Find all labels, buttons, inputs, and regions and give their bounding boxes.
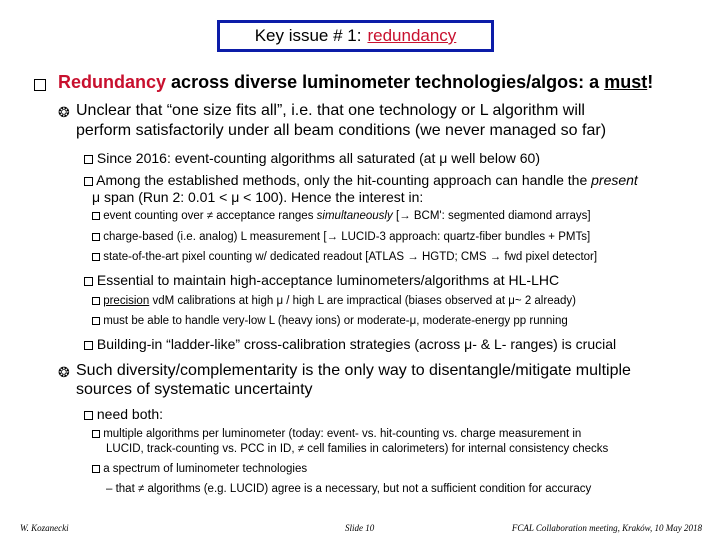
square-bullet-icon (92, 297, 100, 305)
square-bullet-icon (84, 155, 93, 164)
title-highlight: redundancy (367, 26, 457, 45)
square-bullet-icon (92, 212, 100, 220)
point-diversity-line1: Such diversity/complementarity is the only way to disentangle/mitigate multiple (76, 362, 631, 379)
point-among-methods-line2: μ span (Run 2: 0.01 < μ < 100). Hence the interest in: (92, 189, 424, 205)
point-essential: Essential to maintain high-acceptance luminometers/algorithms at HL-LHC (84, 272, 559, 288)
square-bullet-icon (92, 430, 100, 438)
footer-slide-number: Slide 10 (345, 523, 375, 533)
point-spectrum: a spectrum of luminometer technologies (92, 463, 307, 475)
footer-event: FCAL Collaboration meeting, Kraków, 10 May 2018 (511, 523, 702, 533)
point-unclear-line1: Unclear that “one size fits all”, i.e. that one technology or L algorithm will (76, 102, 585, 119)
point-agree-necessary: – that ≠ algorithms (e.g. LUCID) agree is a necessary, but not a sufficient condition for accuracy (106, 483, 592, 495)
square-bullet-icon (84, 177, 93, 186)
bullet-l1 (34, 74, 46, 95)
point-charge-based: charge-based (i.e. analog) L measurement [→ LUCID-3 approach: quartz-fiber bundles + PMTs] (92, 231, 590, 243)
point-among-methods-line1: Among the established methods, only the hit-counting approach can handle the present (84, 172, 638, 188)
square-bullet-icon (92, 233, 100, 241)
point-multiple-algorithms-line2: LUCID, track-counting vs. PCC in ID, ≠ cell families in calorimeters) for internal consistency checks (106, 443, 609, 455)
footer-author: W. Kozanecki (20, 523, 69, 533)
point-precision-vdm: precision vdM calibrations at high μ / high L are impractical (biases observed at μ~ 2 already) (92, 295, 576, 307)
square-bullet-icon (84, 277, 93, 286)
square-bullet-icon (34, 79, 46, 91)
point-building-in: Building-in “ladder-like” cross-calibration strategies (across μ- & L- ranges) is crucial (84, 336, 616, 352)
swirl-icon: ❂ (58, 104, 70, 120)
swirl-icon: ❂ (58, 364, 70, 380)
square-bullet-icon (84, 411, 93, 420)
point-unclear-line2: perform satisfactorily under all beam conditions (we never managed so far) (76, 122, 607, 139)
square-bullet-icon (84, 341, 93, 350)
point-pixel-counting: state-of-the-art pixel counting w/ dedicated readout [ATLAS → HGTD; CMS → fwd pixel detector] (92, 251, 597, 263)
square-bullet-icon (92, 465, 100, 473)
slide-title (217, 20, 494, 52)
square-bullet-icon (92, 317, 100, 325)
title-prefix: Key issue # 1: (254, 26, 362, 45)
point-since-2016: Since 2016: event-counting algorithms all saturated (at μ well below 60) (84, 150, 540, 166)
square-bullet-icon (92, 253, 100, 261)
point-very-low-l: must be able to handle very-low L (heavy ions) or moderate-μ, moderate-energy pp running (92, 315, 568, 327)
point-multiple-algorithms-line1: multiple algorithms per luminometer (today: event- vs. hit-counting vs. charge measurement in (92, 428, 581, 440)
point-redundancy: Redundancy across diverse luminometer technologies/algos: a must! (58, 72, 654, 92)
point-diversity-line2: sources of systematic uncertainty (76, 381, 313, 398)
point-need-both: need both: (84, 406, 163, 422)
point-event-counting: event counting over ≠ acceptance ranges simultaneously [→ BCM': segmented diamond arrays] (92, 210, 591, 222)
bullet-l2b (58, 364, 70, 382)
bullet-l2 (58, 104, 70, 122)
